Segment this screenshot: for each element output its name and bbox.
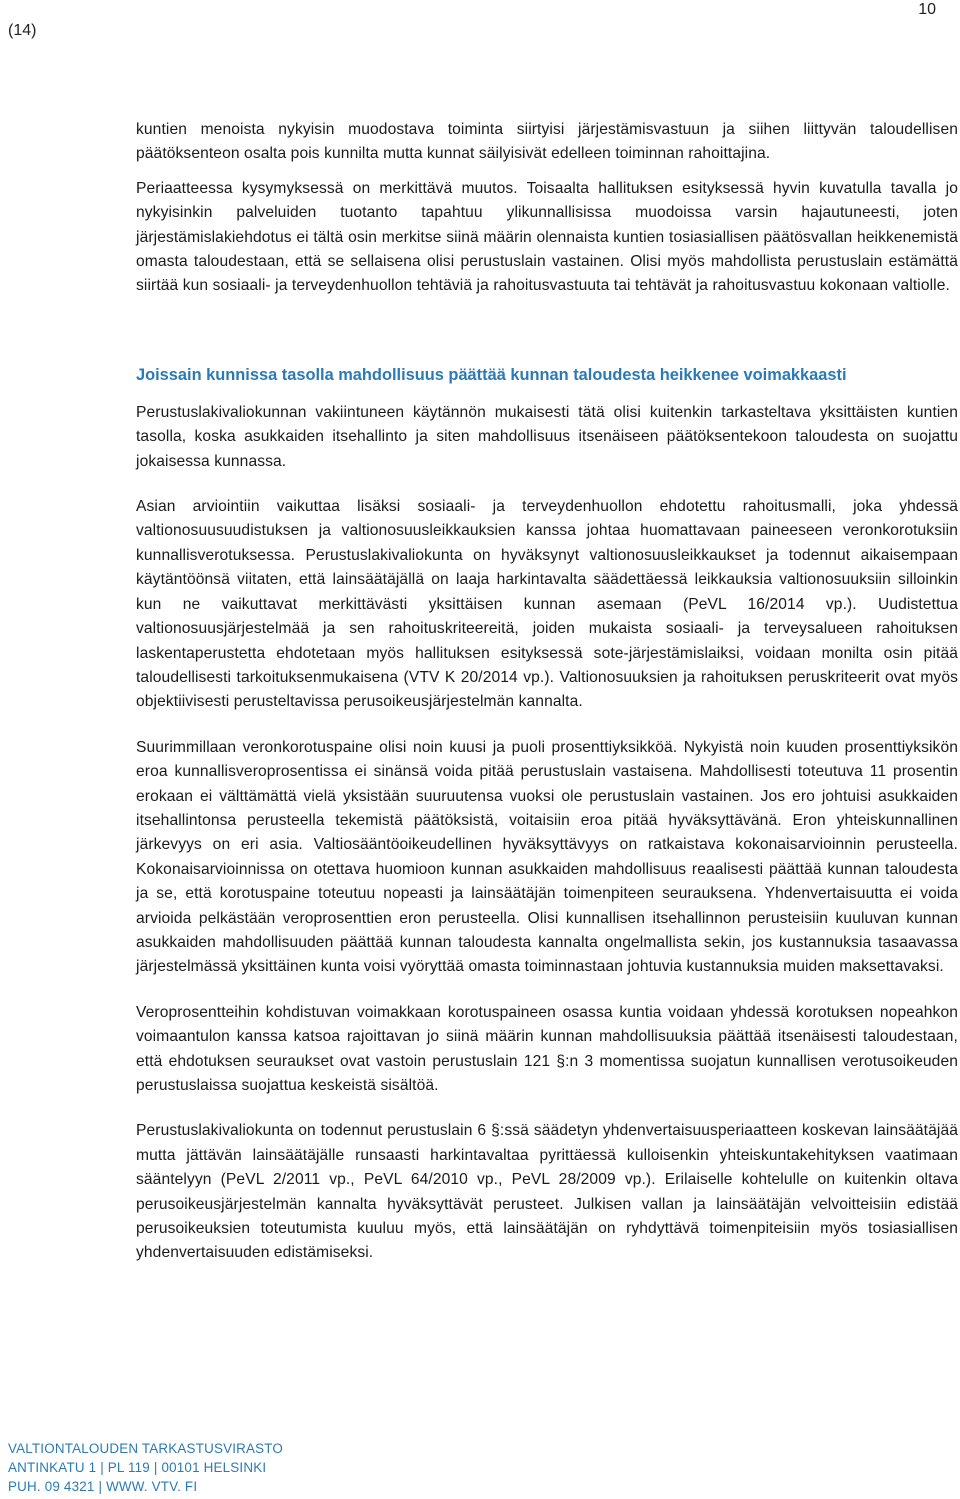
footer-separator: | <box>98 1479 103 1494</box>
footer-separator: | <box>153 1460 158 1475</box>
footer-street: ANTINKATU 1 <box>8 1460 97 1475</box>
footer-phone: PUH. 09 4321 <box>8 1479 95 1494</box>
footer-address <box>8 1458 283 1477</box>
footer-contact <box>8 1477 283 1496</box>
footer-box: PL 119 <box>107 1460 150 1475</box>
paragraph-7: Perustuslakivaliokunta on todennut perustuslain 6 §:ssä säädetyn yhdenvertaisuusperiaatteen koskevan lainsäätäjää mutta jättävän lainsäätäjälle runsaasti harkintavaltaa pyrittäessä kulloisenkin yhteiskuntakehityksen vaatimaan sääntelyyn (PeVL 2/2011 vp., PeVL 64/2010 vp., PeVL 28/2009 vp.). Erilaiselle kohtelulle on kuitenkin oltava perusoikeusjärjestelmän kannalta hyväksyttävät perusteet. Julkisen vallan ja lainsäätäjän velvoitteisiin edistää perusoikeuksien toteutumista kuuluu myös, että lainsäätäjän on ryhdyttävä toimenpiteisiin myös tosiasiallisen yhdenvertaisuuden edistämiseksi. <box>136 1122 958 1262</box>
paragraph-1: kuntien menoista nykyisin muodostava toiminta siirtyisi järjestämisvastuun ja siihen liittyvän taloudellisen päätöksenteon osalta pois kunnilta mutta kunnat säilyisivät edelleen toiminnan rahoittajina. <box>136 121 958 163</box>
footer-web[interactable]: WWW. VTV. FI <box>106 1479 198 1494</box>
footer-separator: | <box>100 1460 104 1475</box>
page-number: 10 <box>918 1 936 18</box>
paragraph-3: Perustuslakivaliokunnan vakiintuneen käytännön mukaisesti tätä olisi kuitenkin tarkasteltava yksittäisten kuntien tasolla, koska asukkaiden itsehallinto ja siten mahdollisuus itsenäiseen päätöksentekoon taloudesta on suojattu jokaisessa kunnassa. <box>136 403 958 470</box>
footer-postal: 00101 HELSINKI <box>161 1460 267 1475</box>
paragraph-5: Suurimmillaan veronkorotuspaine olisi noin kuusi ja puoli prosenttiyksikköä. Nykyistä noin kuuden prosenttiyksikön eroa kunnallisveroprosentissa ei sinänsä voida pitää perustuslain vastaisena. Mahdollisesti toteutuva 11 prosentin erokaan ei välttämättä vielä yksistään suuruutensa vuoksi ole perustuslain vastainen. Jos ero johtuisi asukkaiden itsehallintonsa perusteella tekemistä päätöksistä, voitaisiin eroa pitää hyväksyttävänä. Eron yhteiskunnallinen järkevyys on eri asia. Valtiosääntöoikeudellinen hyväksyttävyys on ratkaistava kokonaisarvioinnin perusteella. Kokonaisarvioinnissa on otettava huomioon kunnan asukkaiden mahdollisuus reaalisesti päättää kunnan taloudesta ja se, että korotuspaine toteutuu nopeasti ja lainsäätäjän toimenpiteen seurauksena. Yhdenvertaisuutta ei voida arvioida pelkästään veroprosenttien eron perusteella. Olisi kunnallisen itsehallinnon perusteisiin kuuluvan kunnan asukkaiden mahdollisuuden päättää kunnan taloudesta kannalta ongelmallista sekin, jos kustannuksia tasaavassa järjestelmässä yksittäinen kunta voisi vyöryttää omasta toiminnastaan johtuvia kustannuksia muiden maksettavaksi. <box>136 738 958 976</box>
section-heading: Joissain kunnissa tasolla mahdollisuus päättää kunnan taloudesta heikkenee voimakkaasti <box>136 365 847 384</box>
paragraph-6: Veroprosentteihin kohdistuvan voimakkaan korotuspaineen osassa kuntia voidaan yhdessä korotuksen nopeahkon voimaantulon kanssa katsoa rajoittavan jo siinä määrin kunnan mahdollisuuksia päättää itsenäisesti taloudestaan, että ehdotuksen seuraukset ovat vastoin perustuslain 121 §:n 3 momentissa suojatun kunnallisen verotusoikeuden perustuslaissa suojattua keskeistä sisältöä. <box>136 1003 958 1094</box>
total-pages: (14) <box>8 22 37 39</box>
paragraph-2: Periaatteessa kysymyksessä on merkittävä muutos. Toisaalta hallituksen esityksessä hyvin kuvatulla tavalla jo nykyisinkin palveluiden tuotanto tapahtuu ylikunnallisissa muodoissa varsin hajautuneesti, joten järjestämislakiehdotus ei tältä osin merkitse siinä määrin olennaista kuntien tosiasiallisen päätösvallan heikkenemistä omasta taloudestaan, että se sellaisena olisi perustuslain vastainen. Olisi myös mahdollista perustuslain estämättä siirtää kun sosiaali- ja terveydenhuollon tehtäviä ja rahoitusvastuuta tai tehtävät ja rahoitusvastuu kokonaan valtiolle. <box>136 179 958 295</box>
paragraph-4: Asian arviointiin vaikuttaa lisäksi sosiaali- ja terveydenhuollon ehdotettu rahoitusmalli, joka yhdessä valtionosuusuudistuksen ja valtionosuusleikkauksien kanssa johtaa huomattavaan paineeseen veronkorotuksiin kunnallisverotuksessa. Perustuslakivaliokunta on hyväksynyt valtionosuusleikkaukset ja todennut aikaisempaan käytäntöönsä viitaten, että lainsäätäjällä on laaja harkintavalta säädettäessä leikkauksia valtionosuuksiin silloinkin kun ne vaikuttavat merkittävästi yksittäisen kunnan asemaan (PeVL 16/2014 vp.). Uudistettua valtionosuusjärjestelmää ja sen rahoituskriteereitä, joiden mukaista sosiaali- ja terveysalueen rahoituksen laskentaperustetta ehdotetaan myös hallituksen esityksessä sote-järjestämislaiksi, voidaan monilta osin pitää taloudellisesti tarkoituksenmukaisena (VTV K 20/2014 vp.). Valtionosuuksien ja rahoituksen peruskriteerit ovat myös objektiivisesti perusteltavissa perusoikeusjärjestelmän kannalta. <box>136 498 958 711</box>
footer <box>8 1439 283 1496</box>
document-body <box>136 118 958 1266</box>
footer-organization: VALTIONTALOUDEN TARKASTUSVIRASTO <box>8 1441 284 1456</box>
